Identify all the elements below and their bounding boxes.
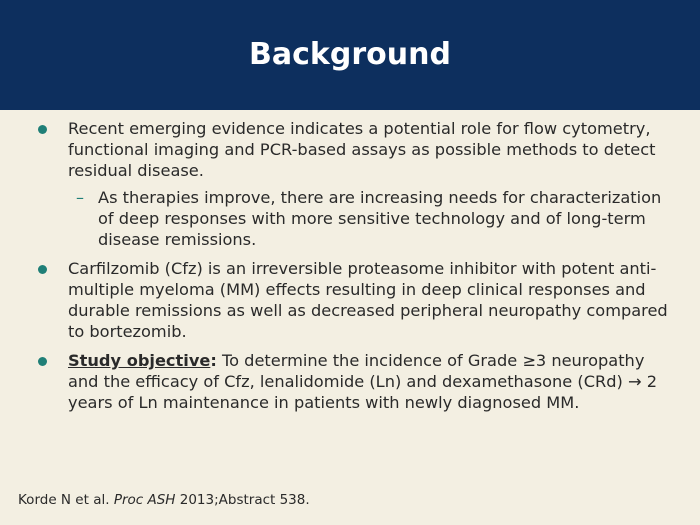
citation-details: 2013;Abstract 538. xyxy=(175,492,310,508)
bullet-text: To determine the incidence of Grade ≥3 neuropathy and the efficacy of Cfz, lenalidomide (Ln) and dexamethasone (CRd) → 2 years of Ln maintenance in patients with newly diagnosed MM. xyxy=(68,351,658,412)
study-objective-colon: : xyxy=(210,351,217,370)
slide-title: Background xyxy=(249,36,451,72)
citation xyxy=(18,492,310,508)
bullet-dot-icon xyxy=(38,265,47,274)
sub-bullet-dash: – xyxy=(76,188,84,207)
bullet-item xyxy=(0,258,700,342)
bullet-dot-icon xyxy=(38,125,47,134)
study-objective-label: Study objective xyxy=(68,351,211,370)
bullet-text: Carfilzomib (Cfz) is an irreversible proteasome inhibitor with potent anti-multiple myeloma (MM) effects resulting in deep clinical responses and durable remissions as well as decreased peripheral neuropathy compared to bortezomib. xyxy=(68,259,668,341)
sub-bullet-text: As therapies improve, there are increasing needs for characterization of deep responses with more sensitive technology and of long-term disease remissions. xyxy=(98,188,662,249)
citation-journal: Proc ASH xyxy=(113,492,176,508)
bullet-item xyxy=(0,118,700,181)
bullet-text: Recent emerging evidence indicates a potential role for flow cytometry, functional imaging and PCR-based assays as possible methods to detect residual disease. xyxy=(68,119,656,180)
citation-authors: Korde N et al. xyxy=(18,492,114,508)
slide-content xyxy=(0,118,700,421)
sub-bullet-item xyxy=(0,187,700,250)
bullet-dot-icon xyxy=(38,357,47,366)
header-bar xyxy=(0,0,700,110)
bullet-item xyxy=(0,350,700,413)
